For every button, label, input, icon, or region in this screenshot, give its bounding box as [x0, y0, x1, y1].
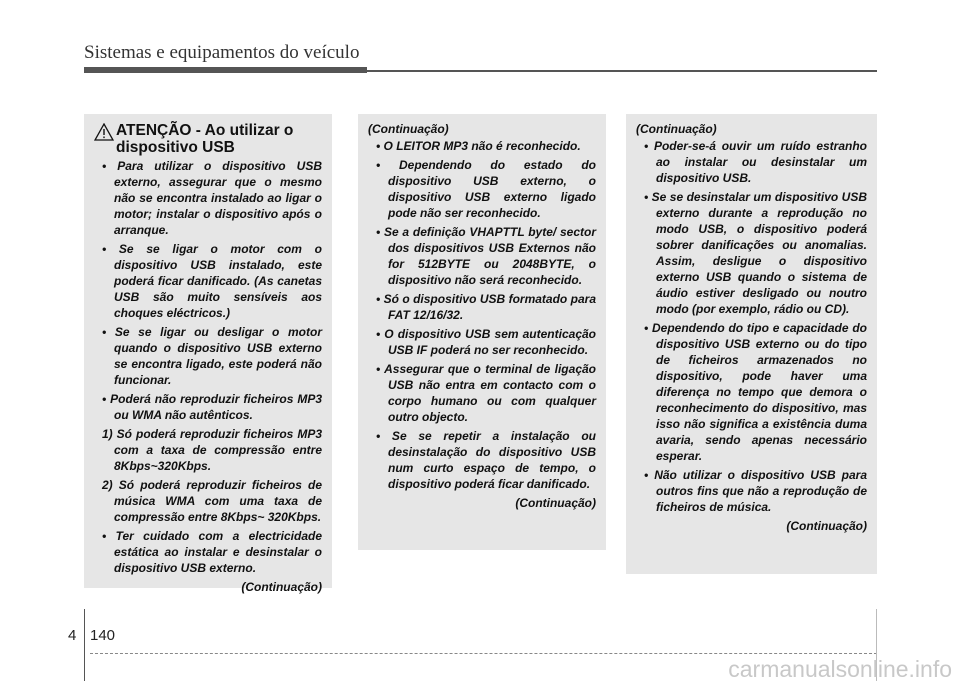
list-item: • Para utilizar o dispositivo USB externo, assegurar que o mesmo não se encontra instalado ao ligar o motor; instalar o dispositivo após o arranque. [102, 159, 322, 237]
footer-left-rule [84, 609, 85, 681]
list-item: • Se a definição VHAPTTL byte/ sector dos dispositivos USB Externos não for 512BYTE ou 2048BYTE, o dispositivo não será reconhecido. [376, 225, 596, 287]
footer-dashed-rule [90, 653, 877, 654]
header-rule [84, 67, 877, 73]
header-rule-thin [367, 70, 877, 72]
list-item: • O dispositivo USB sem autenticação USB IF poderá no ser reconhecido. [376, 327, 596, 357]
chapter-number: 4 [68, 627, 77, 644]
continued-label: (Continuação) [368, 122, 449, 136]
list-item: • Dependendo do estado do dispositivo USB externo, o dispositivo USB externo ligado pode não ser reconhecido. [376, 158, 596, 220]
list-item: • Ter cuidado com a electricidade estática ao instalar e desinstalar o dispositivo USB externo. [102, 529, 322, 575]
list-item: 1) Só poderá reproduzir ficheiros MP3 com a taxa de compressão entre 8Kbps~320Kbps. [102, 427, 322, 473]
page-number: 140 [90, 627, 116, 644]
col2-list [368, 138, 596, 492]
list-item: 2) Só poderá reproduzir ficheiros de música WMA com uma taxa de compressão entre 8Kbps~ 320Kbps. [102, 478, 322, 524]
warning-box-column-2 [358, 114, 606, 550]
list-item: • Poderá não reproduzir ficheiros MP3 ou WMA não autênticos. [102, 392, 322, 422]
list-item: • Se se ligar ou desligar o motor quando o dispositivo USB externo se encontra ligado, este poderá não funcionar. [102, 325, 322, 387]
list-item: • Se se repetir a instalação ou desinstalação do dispositivo USB num curto espaço de tempo, o dispositivo poderá ficar danificado. [376, 429, 596, 491]
warning-triangle-icon [94, 123, 114, 141]
header-rule-thick [84, 67, 367, 73]
list-item: • Assegurar que o terminal de ligação USB não entra em contacto com o corpo humano ou com qualquer outro objecto. [376, 362, 596, 424]
warning-box-column-1 [84, 114, 332, 594]
col3-list [636, 138, 867, 515]
page-header-title: Sistemas e equipamentos do veículo [84, 42, 360, 63]
list-item: • Só o dispositivo USB formatado para FAT 12/16/32. [376, 292, 596, 322]
list-item: • Se se ligar o motor com o dispositivo USB instalado, este poderá ficar danificado. (As canetas USB são muito sensíveis aos choques eléctricos.) [102, 242, 322, 320]
warning-title: ATENÇÃO - Ao utilizar o dispositivo USB [116, 122, 294, 156]
list-item: • Não utilizar o dispositivo USB para outros fins que não a reprodução de ficheiros de música. [644, 468, 867, 514]
site-watermark: carmanualsonline.info [728, 656, 952, 682]
warning-heading [94, 122, 322, 156]
warning-box-column-3 [626, 114, 877, 574]
continuation-label: (Continuação) [515, 496, 596, 510]
list-item: • Se se desinstalar um dispositivo USB externo durante a reprodução no modo USB, o dispositivo poderá sobrer danificações ou anomalias. Assim, desligue o dispositivo externo USB quando o sistema de áudio estiver desligado ou noutro modo (por exemplo, rádio ou CD). [644, 190, 867, 316]
list-item: • O LEITOR MP3 não é reconhecido. [376, 139, 581, 153]
list-item: • Dependendo do tipo e capacidade do dispositivo USB externo ou do tipo de ficheiros armazenados no dispositivo, pode haver uma diferença no tempo que demora o reconhecimento do dispositivo, mas isso não significa a existência duma avaria, sendo apenas necessário esperar. [644, 321, 867, 463]
continued-label: (Continuação) [636, 122, 717, 136]
continuation-label: (Continuação) [786, 519, 867, 533]
list-item: • Poder-se-á ouvir um ruído estranho ao instalar ou desinstalar um dispositivo USB. [644, 139, 867, 185]
continuation-label: (Continuação) [241, 580, 322, 594]
col1-list [94, 158, 322, 576]
